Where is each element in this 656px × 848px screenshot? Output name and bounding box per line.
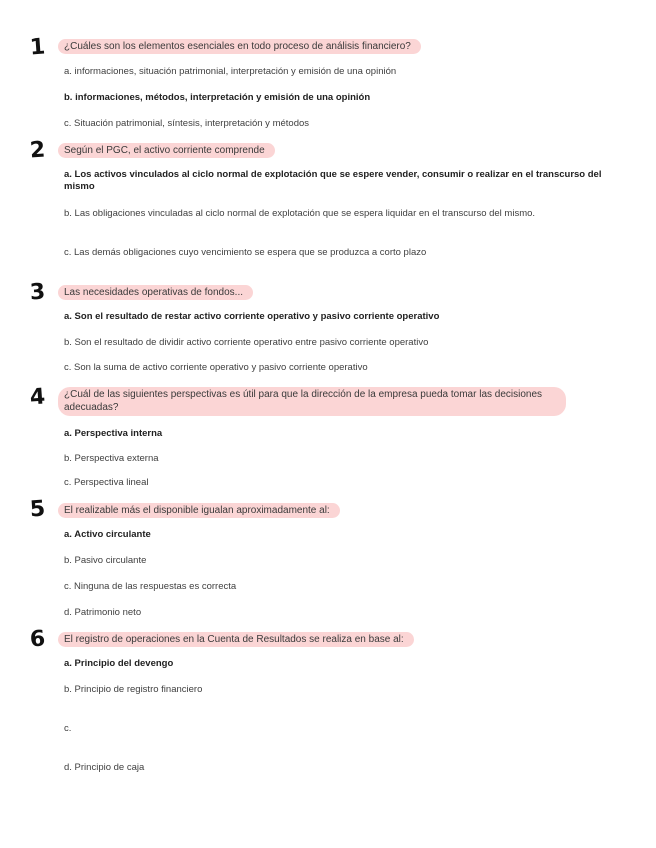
question-text: Según el PGC, el activo corriente comprende <box>58 143 275 158</box>
answer-option[interactable]: c. Las demás obligaciones cuyo vencimiento se espera que se produzca a corto plazo <box>64 247 427 258</box>
answer-option-correct[interactable]: a. Principio del devengo <box>64 658 174 669</box>
question-text: El realizable más el disponible igualan aproximadamente al: <box>58 503 340 518</box>
answer-option-correct[interactable]: a. Son el resultado de restar activo corriente operativo y pasivo corriente operativo <box>64 311 440 322</box>
answer-option-correct[interactable]: a. Los activos vinculados al ciclo normal de explotación que se espere vender, consumir o realizar en el transcurso del mismo <box>64 169 602 192</box>
answer-option[interactable]: c. Son la suma de activo corriente operativo y pasivo corriente operativo <box>64 362 368 373</box>
answer-option[interactable]: c. Ninguna de las respuestas es correcta <box>64 581 237 592</box>
answer-option[interactable]: b. Principio de registro financiero <box>64 684 203 695</box>
question-number: 2 <box>29 137 47 164</box>
answer-option-correct[interactable]: b. informaciones, métodos, interpretación y emisión de una opinión <box>64 92 371 103</box>
question-number: 6 <box>29 626 47 653</box>
answer-option[interactable]: b. Pasivo circulante <box>64 555 147 566</box>
question-text: El registro de operaciones en la Cuenta de Resultados se realiza en base al: <box>58 632 414 647</box>
question-number: 3 <box>29 279 47 306</box>
question-text: ¿Cuáles son los elementos esenciales en todo proceso de análisis financiero? <box>58 39 421 54</box>
question-number: 1 <box>29 34 47 61</box>
answer-option[interactable]: b. Son el resultado de dividir activo corriente operativo entre pasivo corriente operativo <box>64 337 429 348</box>
answer-option[interactable]: c. Situación patrimonial, síntesis, interpretación y métodos <box>64 118 310 129</box>
question-text: Las necesidades operativas de fondos... <box>58 285 253 300</box>
question-text: ¿Cuál de las siguientes perspectivas es útil para que la dirección de la empresa pueda tomar las decisiones adecuadas? <box>58 387 566 416</box>
answer-option[interactable]: c. Perspectiva lineal <box>64 477 149 488</box>
question-number: 4 <box>29 384 47 411</box>
answer-option[interactable]: c. <box>64 723 72 734</box>
answer-option[interactable]: a. informaciones, situación patrimonial, interpretación y emisión de una opinión <box>64 66 397 77</box>
answer-option-correct[interactable]: a. Activo circulante <box>64 529 151 540</box>
question-number: 5 <box>29 496 47 523</box>
answer-option[interactable]: d. Patrimonio neto <box>64 607 142 618</box>
answer-option-correct[interactable]: a. Perspectiva interna <box>64 428 163 439</box>
answer-option[interactable]: d. Principio de caja <box>64 762 145 773</box>
answer-option[interactable]: b. Perspectiva externa <box>64 453 159 464</box>
answer-option[interactable]: b. Las obligaciones vinculadas al ciclo normal de explotación que se espera liquidar en el transcurso del mismo. <box>64 208 536 219</box>
